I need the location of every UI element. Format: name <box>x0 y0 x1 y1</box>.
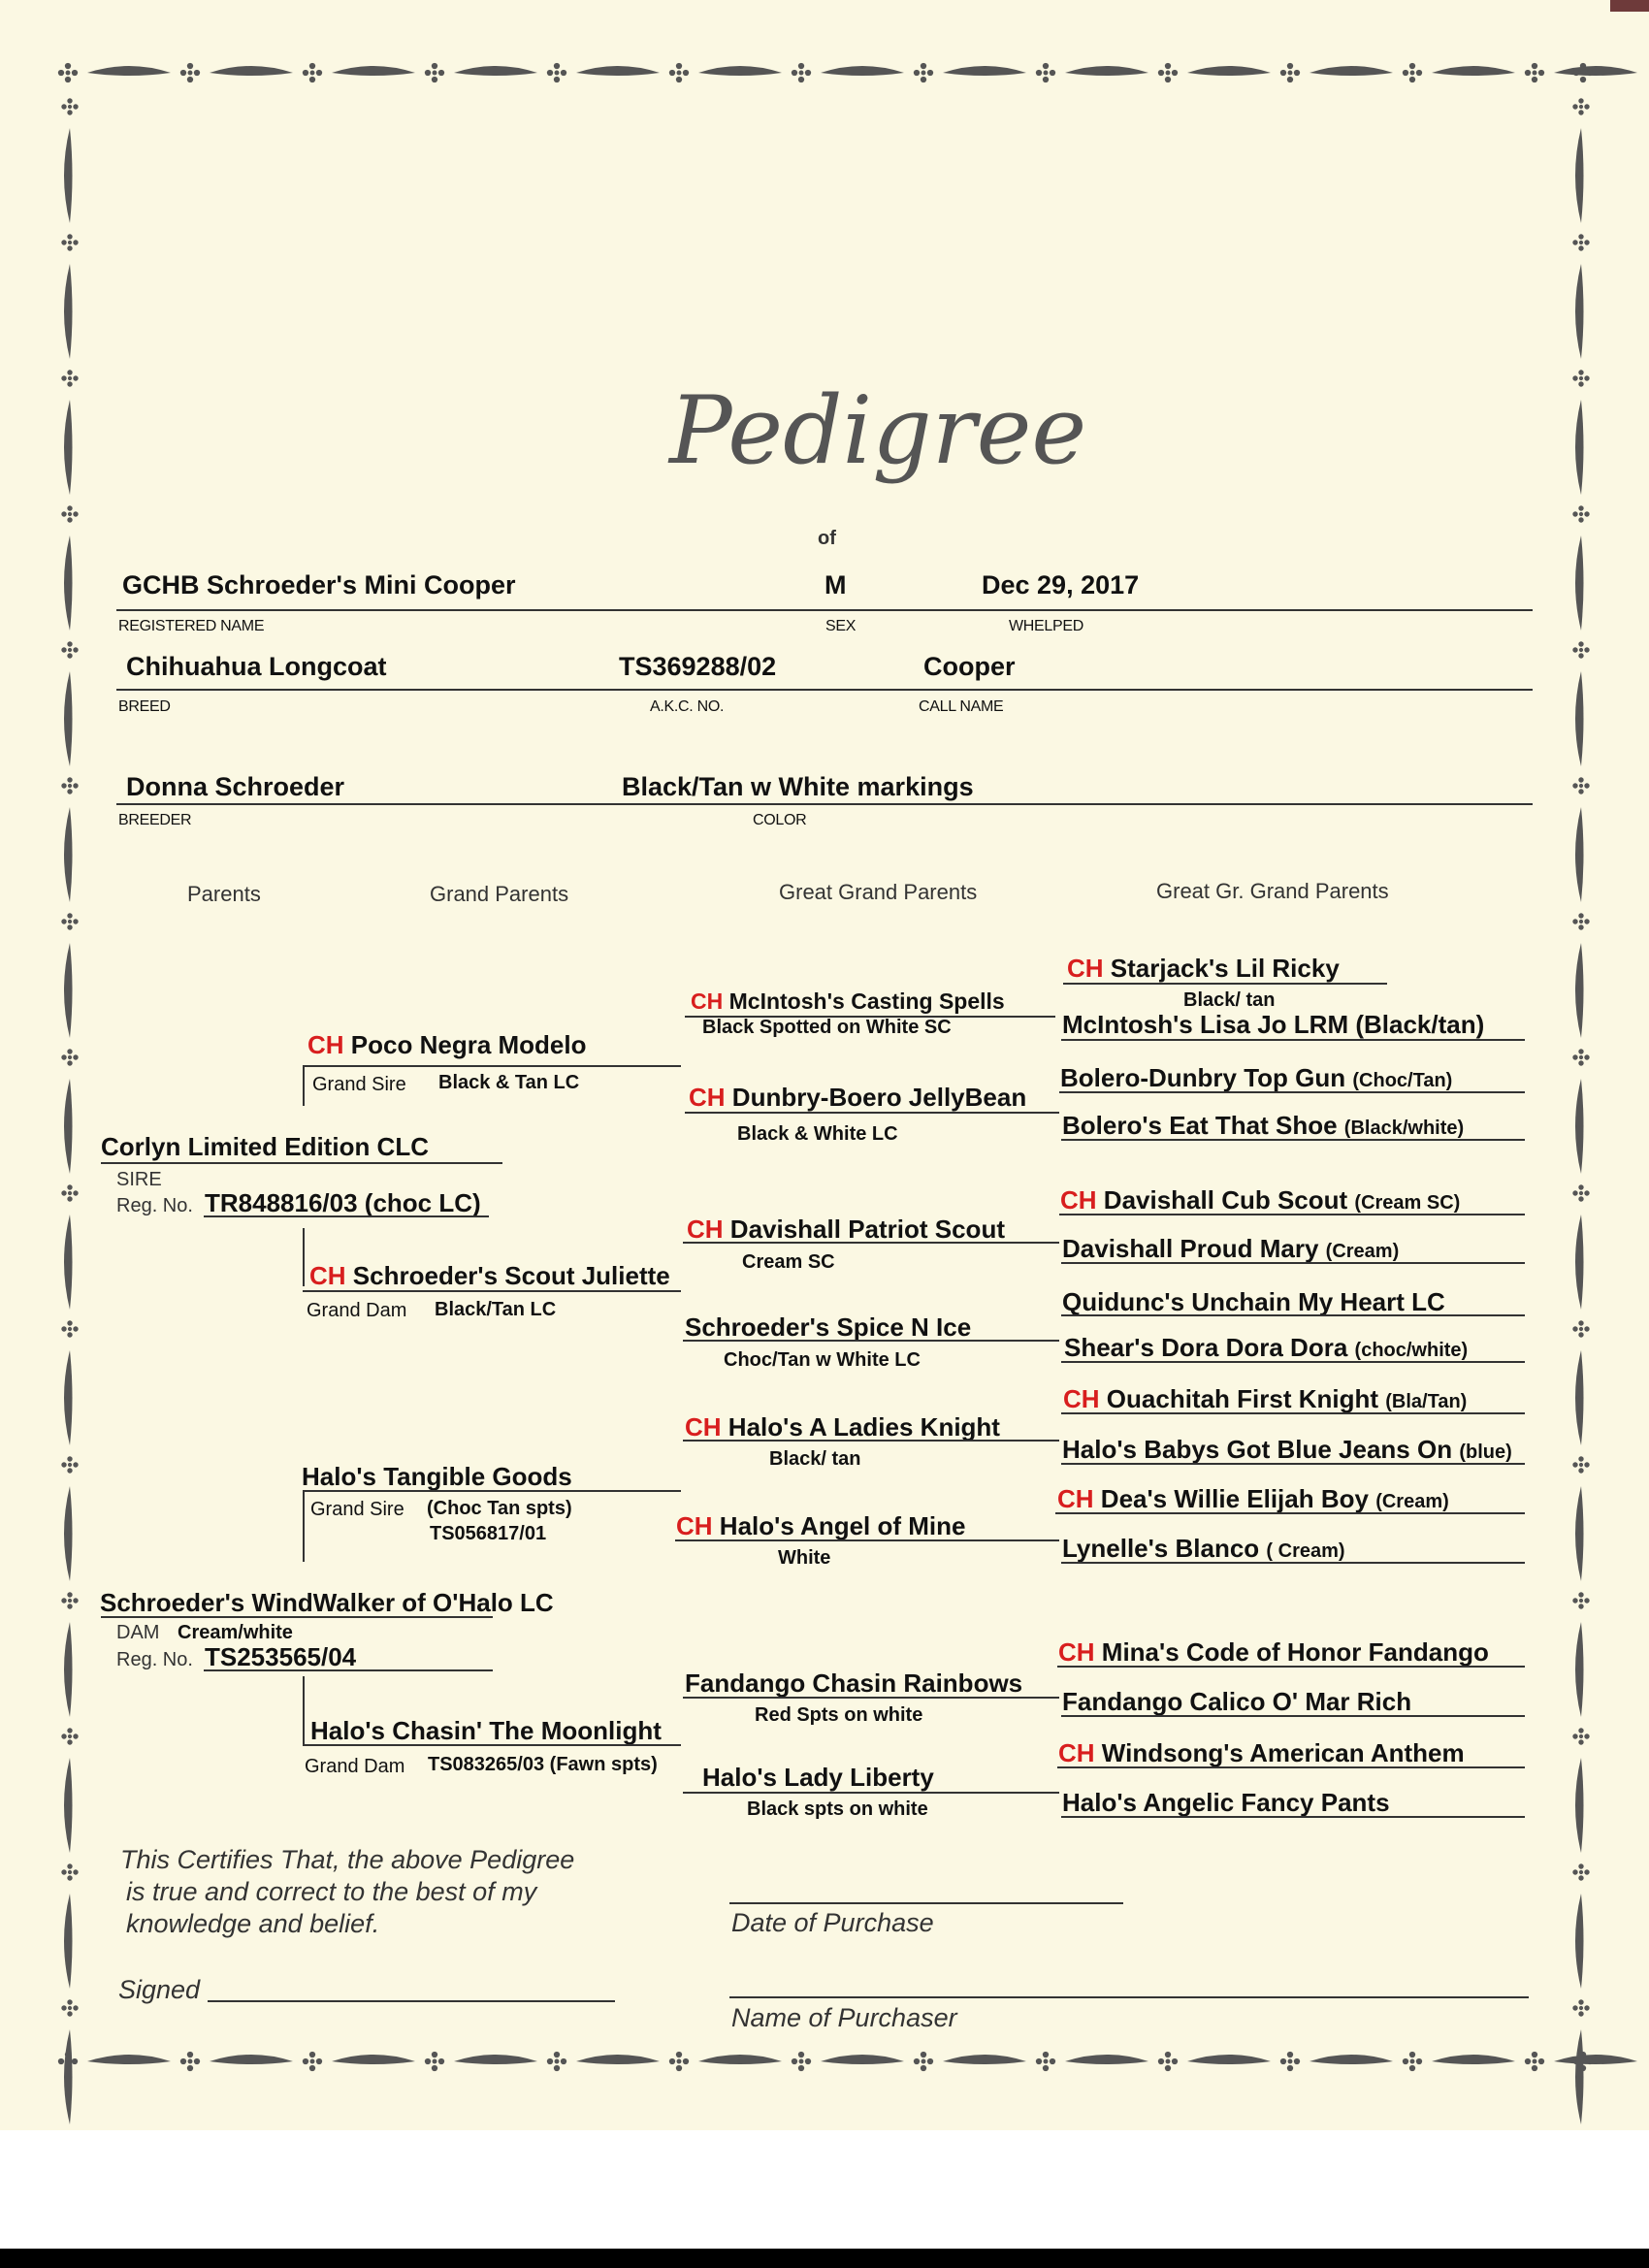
cross-flourish-icon <box>547 2052 566 2071</box>
ggg-8-line <box>1061 1361 1525 1363</box>
certification-line-3: knowledge and belief. <box>126 1909 380 1938</box>
cross-flourish-icon <box>1572 777 1589 794</box>
leaf-flourish-icon <box>64 535 73 631</box>
ggg-16-line <box>1061 1816 1525 1818</box>
ggg-4: Bolero's Eat That Shoe (Black/white) <box>1062 1111 1465 1140</box>
ggg-12: Lynelle's Blanco ( Cream) <box>1062 1534 1345 1563</box>
leaf-flourish-icon <box>64 807 73 902</box>
grand-sire-2-reg: TS056817/01 <box>430 1523 547 1544</box>
cross-flourish-icon <box>61 1863 78 1880</box>
certification-line-2: is true and correct to the best of my <box>126 1877 537 1906</box>
cross-flourish-icon <box>61 1999 78 2016</box>
cross-flourish-icon <box>1572 505 1589 522</box>
grand-sire-2-label: Grand Sire <box>310 1499 404 1520</box>
dam-reg-label: Reg. No. <box>116 1649 193 1670</box>
cross-flourish-icon <box>914 63 933 82</box>
breed-line <box>116 689 1533 691</box>
great-grand-1: CH McIntosh's Casting Spells <box>691 988 1005 1014</box>
ggg-1-color: Black/ tan <box>1183 989 1276 1011</box>
cross-flourish-icon <box>1572 98 1589 114</box>
cross-flourish-icon <box>61 1456 78 1473</box>
registered-name: GCHB Schroeder's Mini Cooper <box>122 570 516 599</box>
cross-flourish-icon <box>669 63 689 82</box>
cross-flourish-icon <box>1525 63 1544 82</box>
leaf-flourish-icon <box>1310 66 1393 76</box>
ggg-15-line <box>1057 1766 1525 1768</box>
grand-dam-1-color: Black/Tan LC <box>435 1299 557 1320</box>
certification-line-1: This Certifies That, the above Pedigree <box>120 1845 575 1874</box>
cross-flourish-icon <box>1573 63 1593 82</box>
ggg-4-line <box>1061 1139 1525 1141</box>
cross-flourish-icon <box>792 2052 811 2071</box>
leaf-flourish-icon <box>1575 128 1584 223</box>
cross-flourish-icon <box>61 777 78 794</box>
ggg-7: Quidunc's Unchain My Heart LC <box>1062 1287 1445 1316</box>
ggg-2: McIntosh's Lisa Jo LRM (Black/tan) <box>1062 1010 1485 1039</box>
dam-color: Cream/white <box>178 1622 293 1643</box>
great-grand-5-line <box>683 1440 1059 1442</box>
ggg-2-line <box>1061 1039 1525 1041</box>
dam-reg-line <box>204 1669 493 1671</box>
name-of-purchaser-line[interactable] <box>729 1996 1529 1998</box>
registered-name-line <box>116 609 1533 611</box>
cross-flourish-icon <box>1572 234 1589 250</box>
ggg-5: CH Davishall Cub Scout (Cream SC) <box>1060 1185 1461 1215</box>
great-grand-3-line <box>683 1242 1059 1244</box>
leaf-flourish-icon <box>1575 2029 1584 2124</box>
grand-dam-2: Halo's Chasin' The Moonlight <box>310 1716 662 1745</box>
ggg-3-line <box>1059 1091 1525 1093</box>
leaf-flourish-icon <box>64 1215 73 1310</box>
cross-flourish-icon <box>1572 1728 1589 1744</box>
cross-flourish-icon <box>303 63 322 82</box>
ggg-8: Shear's Dora Dora Dora (choc/white) <box>1064 1333 1469 1362</box>
sire-label: SIRE <box>116 1169 162 1190</box>
grand-sire-1-color: Black & Tan LC <box>438 1072 580 1093</box>
cross-flourish-icon <box>61 98 78 114</box>
cross-flourish-icon <box>1572 370 1589 386</box>
leaf-flourish-icon <box>64 1758 73 1853</box>
leaf-flourish-icon <box>1575 1215 1584 1310</box>
cross-flourish-icon <box>1036 2052 1055 2071</box>
breeder-label: BREEDER <box>118 812 192 828</box>
cross-flourish-icon <box>1280 63 1300 82</box>
leaf-flourish-icon <box>64 1350 73 1445</box>
cross-flourish-icon <box>1280 2052 1300 2071</box>
cross-flourish-icon <box>1572 1999 1589 2016</box>
leaf-flourish-icon <box>1432 66 1515 76</box>
breeder-line <box>116 803 1533 805</box>
leaf-flourish-icon <box>1065 2055 1148 2064</box>
cross-flourish-icon <box>61 1049 78 1065</box>
leaf-flourish-icon <box>1575 1758 1584 1853</box>
breed-value: Chihuahua Longcoat <box>126 652 387 681</box>
call-name: Cooper <box>923 652 1016 681</box>
leaf-flourish-icon <box>87 2055 171 2064</box>
leaf-flourish-icon <box>1554 2055 1637 2064</box>
cross-flourish-icon <box>1572 1320 1589 1337</box>
date-of-purchase-label: Date of Purchase <box>731 1908 934 1937</box>
grand-dam-2-color: TS083265/03 (Fawn spts) <box>428 1754 658 1775</box>
great-grand-6: CH Halo's Angel of Mine <box>676 1511 966 1540</box>
grand-sire-1-line <box>303 1065 681 1067</box>
great-grand-8-color: Black spts on white <box>747 1798 928 1820</box>
column-header-great-grand-parents: Great Grand Parents <box>779 880 978 904</box>
great-grand-5: CH Halo's A Ladies Knight <box>685 1412 1000 1442</box>
cross-flourish-icon <box>425 63 444 82</box>
great-grand-8-line <box>683 1792 1059 1794</box>
leaf-flourish-icon <box>454 2055 537 2064</box>
cross-flourish-icon <box>1036 63 1055 82</box>
great-grand-4-color: Choc/Tan w White LC <box>724 1349 921 1371</box>
great-grand-2-line <box>685 1112 1059 1114</box>
leaf-flourish-icon <box>87 66 171 76</box>
ggg-16: Halo's Angelic Fancy Pants <box>1062 1788 1390 1817</box>
cross-flourish-icon <box>61 234 78 250</box>
cross-flourish-icon <box>1572 1456 1589 1473</box>
grand-sire-2: Halo's Tangible Goods <box>302 1462 572 1491</box>
great-grand-2: CH Dunbry-Boero JellyBean <box>689 1083 1027 1112</box>
cross-flourish-icon <box>1403 63 1422 82</box>
leaf-flourish-icon <box>576 66 660 76</box>
cross-flourish-icon <box>1403 2052 1422 2071</box>
cross-flourish-icon <box>1572 913 1589 929</box>
color-value: Black/Tan w White markings <box>622 772 974 801</box>
grand-sire-2-line <box>303 1490 681 1492</box>
leaf-flourish-icon <box>1575 1486 1584 1581</box>
cross-flourish-icon <box>425 2052 444 2071</box>
leaf-flourish-icon <box>1575 807 1584 902</box>
cross-flourish-icon <box>61 1320 78 1337</box>
ggg-13-line <box>1057 1666 1525 1668</box>
great-grand-6-line <box>675 1539 1059 1541</box>
dam-label: DAM <box>116 1622 160 1643</box>
ggg-13: CH Mina's Code of Honor Fandango <box>1058 1637 1489 1667</box>
cross-flourish-icon <box>669 2052 689 2071</box>
leaf-flourish-icon <box>64 2029 73 2124</box>
leaf-flourish-icon <box>1575 1894 1584 1989</box>
leaf-flourish-icon <box>943 66 1026 76</box>
cross-flourish-icon <box>914 2052 933 2071</box>
cross-flourish-icon <box>1158 2052 1178 2071</box>
document-title: Pedigree <box>669 376 1087 485</box>
cross-flourish-icon <box>61 1728 78 1744</box>
registered-name-label: REGISTERED NAME <box>118 618 265 634</box>
leaf-flourish-icon <box>1575 671 1584 766</box>
great-grand-1-color: Black Spotted on White SC <box>702 1017 952 1038</box>
ggg-12-line <box>1061 1562 1525 1564</box>
grand-dam-2-line <box>303 1744 681 1746</box>
leaf-flourish-icon <box>1575 264 1584 359</box>
leaf-flourish-icon <box>64 1486 73 1581</box>
leaf-flourish-icon <box>576 2055 660 2064</box>
ggg-7-line <box>1061 1314 1525 1316</box>
grand-dam-1-bracket <box>303 1228 305 1286</box>
cross-flourish-icon <box>58 63 78 82</box>
cross-flourish-icon <box>1572 641 1589 658</box>
grand-dam-2-bracket <box>303 1676 305 1744</box>
leaf-flourish-icon <box>210 2055 293 2064</box>
leaf-flourish-icon <box>64 1079 73 1174</box>
cross-flourish-icon <box>61 1184 78 1201</box>
cross-flourish-icon <box>1572 1863 1589 1880</box>
great-grand-4: Schroeder's Spice N Ice <box>685 1312 972 1342</box>
champion-title: CH <box>1067 954 1104 983</box>
leaf-flourish-icon <box>1575 1350 1584 1445</box>
sex-value: M <box>824 570 847 599</box>
ggg-1: CH Starjack's Lil Ricky <box>1067 954 1340 983</box>
grand-dam-1: CH Schroeder's Scout Juliette <box>309 1261 670 1290</box>
grand-sire-1-label: Grand Sire <box>312 1074 406 1095</box>
cross-flourish-icon <box>180 63 200 82</box>
great-grand-2-color: Black & White LC <box>737 1123 898 1145</box>
ggg-14-line <box>1061 1715 1525 1717</box>
sire-reg-line <box>204 1215 489 1217</box>
ggg-6: Davishall Proud Mary (Cream) <box>1062 1234 1400 1263</box>
scan-bottom-edge <box>0 2249 1649 2268</box>
cross-flourish-icon <box>1158 63 1178 82</box>
ggg-5-line <box>1059 1214 1525 1215</box>
grand-sire-2-bracket <box>303 1490 305 1562</box>
leaf-flourish-icon <box>1187 2055 1271 2064</box>
cross-flourish-icon <box>1572 1592 1589 1608</box>
ggg-3: Bolero-Dunbry Top Gun (Choc/Tan) <box>1060 1063 1453 1092</box>
leaf-flourish-icon <box>64 128 73 223</box>
grand-sire-1: CH Poco Negra Modelo <box>307 1030 587 1059</box>
cross-flourish-icon <box>547 63 566 82</box>
leaf-flourish-icon <box>64 264 73 359</box>
color-label: COLOR <box>753 812 807 828</box>
leaf-flourish-icon <box>1187 66 1271 76</box>
leaf-flourish-icon <box>698 66 782 76</box>
ggg-11-line <box>1055 1512 1525 1514</box>
whelped-label: WHELPED <box>1009 618 1084 634</box>
cross-flourish-icon <box>61 913 78 929</box>
leaf-flourish-icon <box>1065 66 1148 76</box>
great-grand-4-line <box>683 1340 1059 1342</box>
sire-name: Corlyn Limited Edition CLC <box>101 1132 429 1161</box>
leaf-flourish-icon <box>1575 1079 1584 1174</box>
sire-reg-label: Reg. No. <box>116 1195 193 1216</box>
cross-flourish-icon <box>61 370 78 386</box>
great-grand-7-color: Red Spts on white <box>755 1704 923 1726</box>
leaf-flourish-icon <box>1575 943 1584 1038</box>
leaf-flourish-icon <box>1575 1622 1584 1717</box>
dam-name: Schroeder's WindWalker of O'Halo LC <box>100 1588 554 1617</box>
great-grand-6-color: White <box>778 1547 831 1569</box>
leaf-flourish-icon <box>64 400 73 495</box>
cross-flourish-icon <box>1572 1049 1589 1065</box>
great-grand-3: CH Davishall Patriot Scout <box>687 1215 1005 1244</box>
ggg-10-line <box>1061 1463 1525 1465</box>
date-of-purchase-line[interactable] <box>729 1902 1123 1904</box>
leaf-flourish-icon <box>821 66 904 76</box>
column-header-parents: Parents <box>187 882 261 906</box>
sire-line <box>101 1162 502 1164</box>
cross-flourish-icon <box>303 2052 322 2071</box>
signed-label: Signed <box>118 1975 201 2004</box>
whelped-date: Dec 29, 2017 <box>982 570 1140 599</box>
of-label: of <box>818 528 836 549</box>
column-header-great-gr-grand-parents: Great Gr. Grand Parents <box>1156 879 1389 903</box>
great-grand-3-color: Cream SC <box>742 1251 835 1273</box>
great-grand-7: Fandango Chasin Rainbows <box>685 1669 1023 1698</box>
ggg-9-line <box>1061 1412 1525 1414</box>
column-header-grand-parents: Grand Parents <box>430 882 569 906</box>
leaf-flourish-icon <box>332 2055 415 2064</box>
grand-sire-1-bracket <box>303 1065 305 1106</box>
leaf-flourish-icon <box>1554 66 1637 76</box>
signature-line[interactable] <box>208 2000 615 2002</box>
ggg-15: CH Windsong's American Anthem <box>1058 1738 1465 1767</box>
ggg-14: Fandango Calico O' Mar Rich <box>1062 1687 1412 1716</box>
great-grand-5-color: Black/ tan <box>769 1448 861 1470</box>
cross-flourish-icon <box>1525 2052 1544 2071</box>
leaf-flourish-icon <box>1575 400 1584 495</box>
leaf-flourish-icon <box>64 943 73 1038</box>
ggg-9: CH Ouachitah First Knight (Bla/Tan) <box>1063 1384 1468 1413</box>
leaf-flourish-icon <box>1432 2055 1515 2064</box>
breed-label: BREED <box>118 698 171 715</box>
leaf-flourish-icon <box>210 66 293 76</box>
grand-dam-1-label: Grand Dam <box>307 1300 407 1321</box>
ggg-10: Halo's Babys Got Blue Jeans On (blue) <box>1062 1435 1512 1464</box>
cross-flourish-icon <box>792 63 811 82</box>
ggg-11: CH Dea's Willie Elijah Boy (Cream) <box>1057 1484 1449 1513</box>
akc-number: TS369288/02 <box>619 652 777 681</box>
dam-line <box>101 1616 493 1618</box>
cross-flourish-icon <box>180 2052 200 2071</box>
grand-dam-2-label: Grand Dam <box>305 1756 405 1777</box>
cross-flourish-icon <box>61 641 78 658</box>
leaf-flourish-icon <box>943 2055 1026 2064</box>
ggg-1-line <box>1063 983 1387 985</box>
leaf-flourish-icon <box>1575 535 1584 631</box>
leaf-flourish-icon <box>332 66 415 76</box>
leaf-flourish-icon <box>64 1622 73 1717</box>
cross-flourish-icon <box>61 1592 78 1608</box>
leaf-flourish-icon <box>64 1894 73 1989</box>
cross-flourish-icon <box>61 505 78 522</box>
sex-label: SEX <box>825 618 857 634</box>
akc-label: A.K.C. NO. <box>650 698 725 715</box>
leaf-flourish-icon <box>454 66 537 76</box>
ggg-6-line <box>1061 1262 1525 1264</box>
dam-reg-number: TS253565/04 <box>205 1642 357 1671</box>
leaf-flourish-icon <box>64 671 73 766</box>
cross-flourish-icon <box>1572 1184 1589 1201</box>
leaf-flourish-icon <box>698 2055 782 2064</box>
name-of-purchaser-label: Name of Purchaser <box>731 2003 957 2032</box>
sire-reg-number: TR848816/03 (choc LC) <box>205 1188 481 1217</box>
breeder-value: Donna Schroeder <box>126 772 345 801</box>
great-grand-8: Halo's Lady Liberty <box>702 1763 934 1792</box>
great-grand-7-line <box>683 1697 1059 1699</box>
call-name-label: CALL NAME <box>919 698 1004 715</box>
leaf-flourish-icon <box>1310 2055 1393 2064</box>
grand-sire-2-color: (Choc Tan spts) <box>427 1498 572 1519</box>
grand-dam-1-line <box>303 1290 681 1292</box>
leaf-flourish-icon <box>821 2055 904 2064</box>
